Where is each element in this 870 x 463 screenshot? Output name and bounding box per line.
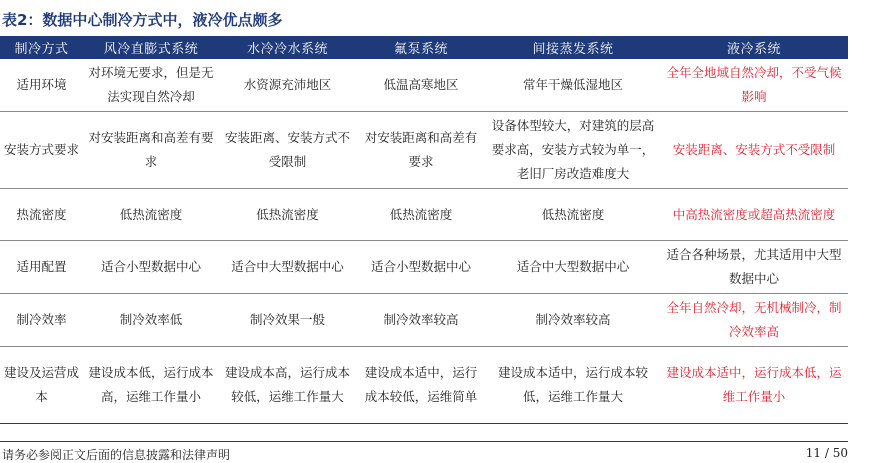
table-cell: 低温高寒地区 [356,59,486,112]
table-cell: 低热流密度 [83,189,219,241]
table-cell: 适合小型数据中心 [83,241,219,294]
liquid-cooling-cell: 适合各种场景，尤其适用中大型数据中心 [660,241,848,294]
table-cell: 设备体型较大，对建筑的层高要求高，安装方式较为单一，老旧厂房改造难度大 [486,112,660,189]
header-row [0,36,848,59]
table-row [0,59,848,112]
table-cell: 适合中大型数据中心 [486,241,660,294]
table-row [0,241,848,294]
liquid-cooling-cell: 全年自然冷却，无机械制冷，制冷效率高 [660,294,848,347]
table-cell: 低热流密度 [356,189,486,241]
table-cell: 适合小型数据中心 [356,241,486,294]
table-cell: 制冷效率较高 [486,294,660,347]
table-row [0,189,848,241]
table-cell: 安装距离、安装方式不受限制 [219,112,356,189]
cooling-comparison-table [0,36,848,424]
table-cell: 建设成本高，运行成本较低，运维工作量大 [219,347,356,424]
header-cell: 制冷方式 [0,36,83,59]
header-cell: 氟泵系统 [356,36,486,59]
table-cell: 适合中大型数据中心 [219,241,356,294]
table-cell: 对安装距离和高差有要求 [356,112,486,189]
table-cell: 制冷效率低 [83,294,219,347]
row-label: 适用配置 [0,241,83,294]
liquid-cooling-cell: 中高热流密度或超高热流密度 [660,189,848,241]
liquid-cooling-cell: 安装距离、安装方式不受限制 [660,112,848,189]
table-row [0,294,848,347]
header-cell: 间接蒸发系统 [486,36,660,59]
header-cell: 风冷直膨式系统 [83,36,219,59]
row-label: 安装方式要求 [0,112,83,189]
liquid-cooling-cell: 建设成本适中，运行成本低，运维工作量小 [660,347,848,424]
row-label: 适用环境 [0,59,83,112]
disclaimer-text: 请务必参阅正文后面的信息披露和法律声明 [2,448,231,462]
table-cell: 低热流密度 [486,189,660,241]
table-cell: 常年干燥低湿地区 [486,59,660,112]
table-cell: 制冷效果一般 [219,294,356,347]
table-cell: 建设成本适中，运行成本较低，运维工作量大 [486,347,660,424]
table-cell: 水资源充沛地区 [219,59,356,112]
table-title: 表2：数据中心制冷方式中，液冷优点颇多 [2,11,283,29]
table-row [0,347,848,424]
table-cell: 建设成本适中，运行成本较低，运维简单 [356,347,486,424]
liquid-cooling-cell: 全年全地域自然冷却，不受气候影响 [660,59,848,112]
table-cell: 制冷效率较高 [356,294,486,347]
row-label: 热流密度 [0,189,83,241]
page-number: 11 / 50 [805,446,848,460]
header-cell: 液冷系统 [660,36,848,59]
table-cell: 低热流密度 [219,189,356,241]
table-cell: 对环境无要求，但是无法实现自然冷却 [83,59,219,112]
row-label: 建设及运营成本 [0,347,83,424]
header-cell: 水冷冷水系统 [219,36,356,59]
table-row [0,112,848,189]
page-footer [0,441,848,462]
table-cell: 建设成本低，运行成本高，运维工作量小 [83,347,219,424]
row-label: 制冷效率 [0,294,83,347]
table-cell: 对安装距离和高差有要求 [83,112,219,189]
